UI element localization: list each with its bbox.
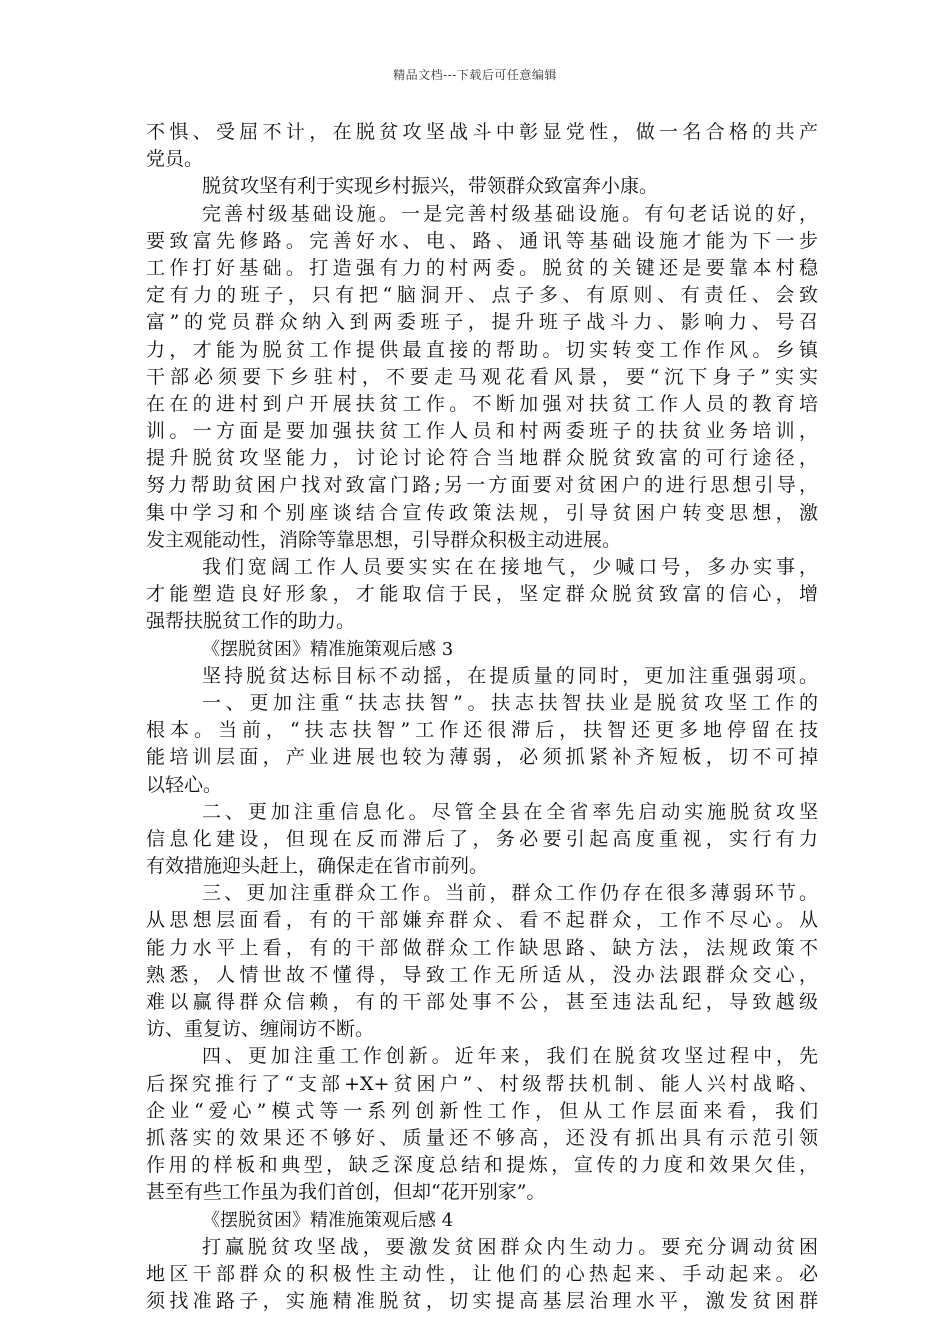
text-line: 努力帮助贫困户找对致富门路;另一方面要对贫困户的进行思想引导， (146, 474, 818, 497)
text-line: 强帮扶脱贫工作的助力。 (146, 610, 356, 633)
text-line: 地区干部群众的积极性主动性，让他们的心热起来、手动起来。必 (146, 1262, 818, 1285)
page-header: 精品文档---下载后可任意编辑 (393, 68, 557, 82)
text-line: 才能塑造良好形象，才能取信于民，坚定群众脱贫致富的信心，增 (146, 583, 818, 606)
text-line: 在在的进村到户开展扶贫工作。不断加强对扶贫工作人员的教育培 (146, 392, 818, 415)
text-line: 后探究推行了“支部+X+贫困户”、村级帮扶机制、能人兴村战略、 (146, 1072, 818, 1095)
text-line: 从思想层面看，有的干部嫌弃群众、看不起群众，工作不尽心。从 (146, 909, 818, 932)
text-line: 能力水平上看，有的干部做群众工作缺思路、缺方法，法规政策不 (146, 936, 818, 959)
text-line: 作用的样板和典型，缺乏深度总结和提炼，宣传的力度和效果欠佳， (146, 1154, 818, 1177)
section-heading: 《摆脱贫困》精准施策观后感 3 (202, 638, 454, 660)
text-line: 党员。 (146, 148, 204, 171)
text-line: 集中学习和个别座谈结合宣传政策法规，引导贫困户转变思想，激 (146, 501, 818, 524)
text-line: 工作打好基础。打造强有力的村两委。脱贫的关键还是要靠本村稳 (146, 256, 818, 279)
section-heading: 《摆脱贫困》精准施策观后感 4 (202, 1209, 454, 1231)
text-line: 有效措施迎头赶上，确保走在省市前列。 (146, 855, 489, 878)
text-line: 访、重复访、缠闹访不断。 (146, 1018, 375, 1041)
text-line: 须找准路子，实施精准脱贫，切实提高基层治理水平，激发贫困群 (146, 1290, 818, 1313)
text-line: 定有力的班子，只有把“脑洞开、点子多、有原则、有责任、会致 (146, 284, 818, 307)
text-line: 打赢脱贫攻坚战，要激发贫困群众内生动力。要充分调动贫困 (202, 1235, 818, 1258)
text-line: 我们宽阔工作人员要实实在在接地气，少喊口号，多办实事， (202, 556, 818, 578)
text-line: 企业“爱心”模式等一系列创新性工作，但从工作层面来看，我们 (146, 1099, 818, 1122)
text-line: 抓落实的效果还不够好、质量还不够高，还没有抓出具有示范引领 (146, 1126, 818, 1149)
text-line: 二、更加注重信息化。尽管全县在全省率先启动实施脱贫攻坚 (202, 800, 818, 823)
text-line: 难以赢得群众信赖，有的干部处事不公，甚至违法乱纪，导致越级 (146, 991, 818, 1013)
text-line: 以轻心。 (146, 773, 223, 796)
text-line: 能培训层面，产业进展也较为薄弱，必须抓紧补齐短板，切不可掉 (146, 746, 818, 769)
text-line: 力，才能为脱贫工作提供最直接的帮助。切实转变工作作风。乡镇 (146, 338, 818, 361)
text-line: 三、更加注重群众工作。当前，群众工作仍存在很多薄弱环节。 (202, 882, 818, 905)
text-line: 提升脱贫攻坚能力，讨论讨论符合当地群众脱贫致富的可行途径， (146, 447, 818, 470)
text-line: 脱贫攻坚有利于实现乡村振兴，带领群众致富奔小康。 (202, 175, 659, 198)
document-body (146, 119, 818, 1315)
text-line: 完善村级基础设施。一是完善村级基础设施。有句老话说的好， (202, 202, 818, 225)
text-line: 富”的党员群众纳入到两委班子，提升班子战斗力、影响力、号召 (146, 311, 818, 334)
text-line: 甚至有些工作虽为我们首创，但却“花开别家”。 (146, 1181, 546, 1204)
text-line: 干部必须要下乡驻村，不要走马观花看风景，要“沉下身子”实实 (146, 365, 818, 388)
text-line: 不惧、受屈不计，在脱贫攻坚战斗中彰显党性，做一名合格的共产 (146, 121, 818, 143)
text-line: 四、更加注重工作创新。近年来，我们在脱贫攻坚过程中，先 (202, 1045, 818, 1068)
text-line: 要致富先修路。完善好水、电、路、通讯等基础设施才能为下一步 (146, 229, 818, 252)
text-line: 一、更加注重“扶志扶智”。扶志扶智扶业是脱贫攻坚工作的 (202, 691, 818, 714)
text-line: 熟悉，人情世故不懂得，导致工作无所适从，没办法跟群众交心， (146, 963, 818, 986)
text-line: 发主观能动性，消除等靠思想，引导群众积极主动进展。 (146, 528, 622, 551)
text-line: 坚持脱贫达标目标不动摇，在提质量的同时，更加注重强弱项。 (202, 664, 818, 687)
text-line: 信息化建设，但现在反而滞后了，务必要引起高度重视，实行有力 (146, 827, 818, 850)
text-line: 根本。当前，“扶志扶智”工作还很滞后，扶智还更多地停留在技 (146, 719, 818, 742)
text-line: 训。一方面是要加强扶贫工作人员和村两委班子的扶贫业务培训， (146, 420, 818, 443)
